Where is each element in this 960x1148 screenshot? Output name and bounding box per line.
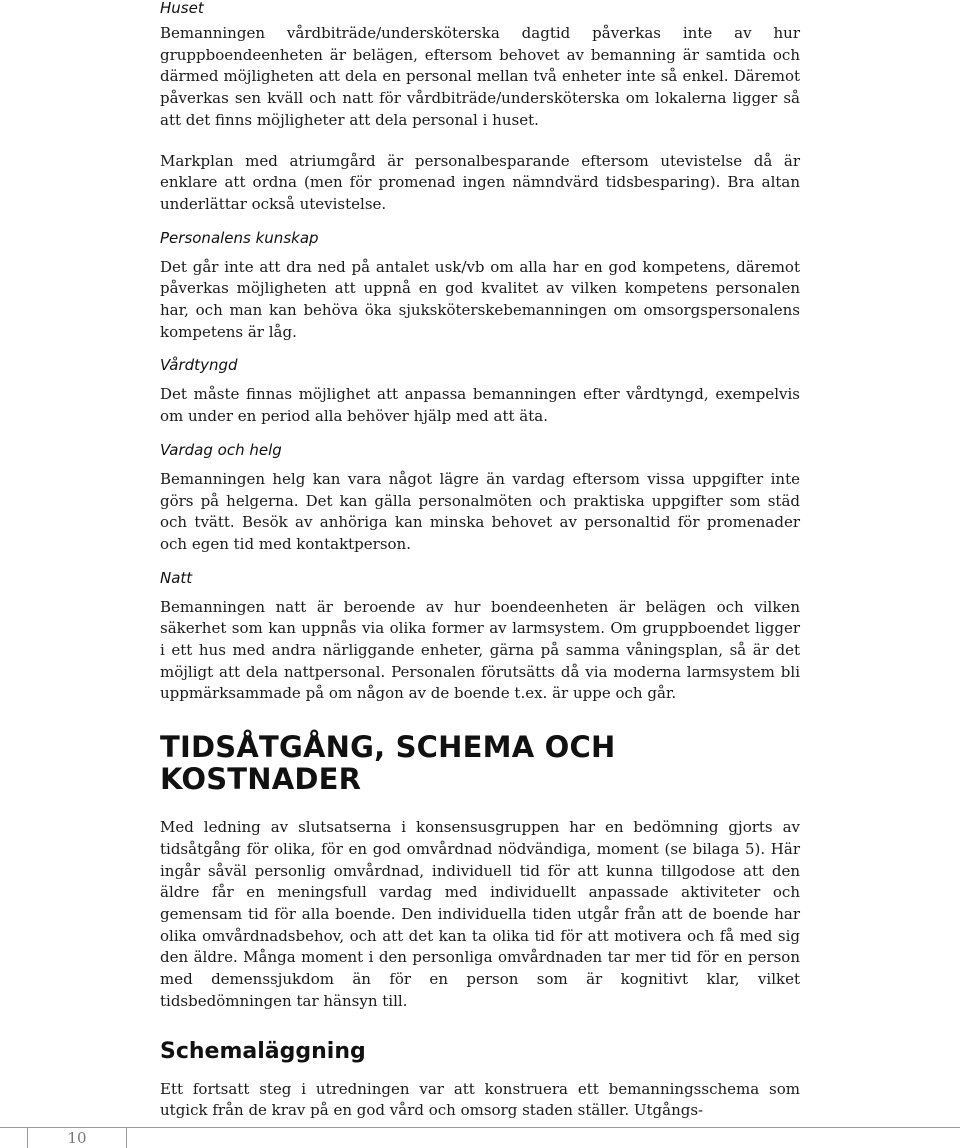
subheading-personalens-kunskap: Personalens kunskap bbox=[160, 228, 319, 247]
footer-rule bbox=[0, 1127, 960, 1128]
heading-tidsatgang: TIDSÅTGÅNG, SCHEMA OCH KOSTNADER bbox=[160, 730, 616, 797]
paragraph: Det går inte att dra ned på antalet usk/vb om alla har en god kompetens, däremot påverkas möjligheten att uppnå en god kvalitet av vilken kompetens personalen har, och man kan behöva öka sjuksköterskebemanningen om omsorgspersonalens kompetens är låg. bbox=[160, 257, 800, 341]
page-number-box bbox=[27, 1127, 127, 1148]
subheading-natt: Natt bbox=[160, 568, 193, 587]
paragraph: Det måste finnas möjlighet att anpassa bemanningen efter vårdtyngd, exempelvis om under en period alla behöver hjälp med att äta. bbox=[160, 385, 800, 426]
paragraph: Bemanningen vårdbiträde/undersköterska dagtid påverkas inte av hur gruppboendeenheten är belägen, eftersom behovet av bemanning är samtida och därmed möjligheten att dela en personal mellan två enheter inte så enkel. Däremot påverkas sen kväll och natt för vårdbiträde/undersköterska om lokalerna ligger så att det finns möjligheter att dela personal i huset. bbox=[160, 24, 800, 129]
page-number: 10 bbox=[67, 1129, 87, 1147]
paragraph: Bemanningen natt är beroende av hur boendeenheten är belägen och vilken säkerhet som kan uppnås via olika former av larmsystem. Om gruppboendet ligger i ett hus med andra närliggande enheter, gärna på samma våningsplan, så är det möjligt att dela nattpersonal. Personalen förutsätts då via moderna larmsystem bli uppmärksammade på om någon av de boende t.ex. är uppe och går. bbox=[160, 597, 800, 703]
subheading-huset: Huset bbox=[160, 0, 204, 17]
subheading-vardag-och-helg: Vardag och helg bbox=[160, 440, 282, 459]
paragraph: Markplan med atriumgård är personalbesparande eftersom utevistelse då är enklare att ordna (men för promenad ingen nämndvärd tidsbesparing). Bra altan underlättar också utevistelse. bbox=[160, 151, 800, 213]
paragraph: Med ledning av slutsatserna i konsensusgruppen har en bedömning gjorts av tidsåtgång för olika, för en god omvårdnad nödvändiga, moment (se bilaga 5). Här ingår såväl personlig omvårdnad, individuell tid för att kunna tillgodose att den äldre får en meningsfull vardag med individuellt anpassade aktiviteter och gemensam tid för alla boende. Den individuella tiden utgår från att de boende har olika omvårdnadsbehov, och att det kan ta olika tid för att motivera och få med sig den äldre. Många moment i den personliga omvårdnaden tar mer tid för en person med demenssjukdom än för en person som är kognitivt klar, vilket tidsbedömningen tar hänsyn till. bbox=[160, 818, 800, 1010]
document-page bbox=[160, 0, 800, 1122]
paragraph: Bemanningen helg kan vara något lägre än vardag eftersom vissa uppgifter inte görs på helgerna. Det kan gälla personalmöten och praktiska uppgifter som städ och tvätt. Besök av anhöriga kan minska behovet av personaltid för promenader och egen tid med kontaktperson. bbox=[160, 469, 800, 553]
subheading-vardtyngd: Vårdtyngd bbox=[160, 356, 238, 375]
heading-schemalaggning: Schemaläggning bbox=[160, 1038, 366, 1064]
paragraph: Ett fortsatt steg i utredningen var att konstruera ett bemanningsschema som utgick från de krav på en god vård och omsorg staden ställer. Utgångs- bbox=[160, 1079, 800, 1120]
